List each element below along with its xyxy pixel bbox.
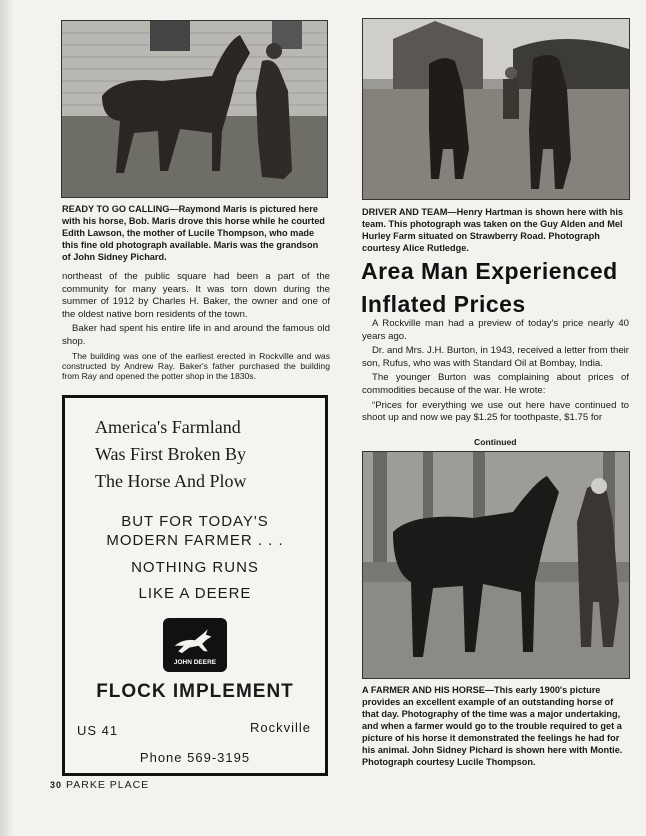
right-article-p2: Dr. and Mrs. J.H. Burton, in 1943, received a letter from their son, Rufus, who was with Standard Oil at Bombay, India. [362,345,629,369]
john-deere-advertisement [62,395,328,776]
caption-driver-and-team-text: —Henry Hartman is shown here with his team. This photograph was taken on the Guy Alden and Mel Hurley Farm situated on Strawberry Road. Photograph courtesy Alice Rutledge. [362,207,624,253]
photo-farmer-and-horse [362,451,630,679]
ad-line-1: America's Farmland [95,417,241,437]
ad-line-3: The Horse And Plow [95,471,247,491]
right-article-p3: The younger Burton was complaining about prices of commodities because of the war. He wrote: [362,372,629,396]
article-headline-line2: Inflated Prices [361,291,526,317]
john-deere-logo-text: JOHN DEERE [173,659,217,666]
continued-label: Continued [474,437,517,447]
photo-hartman-team [362,18,630,200]
ad-line-4: BUT FOR TODAY'S [121,513,269,530]
caption-farmer-and-horse [362,684,628,768]
left-article-p1: northeast of the public square had been a part of the community for many years. It was torn down during the summer of 1912 by Charles H. Baker, the owner and one of the oldest native born residents of the town. [62,271,330,320]
ad-city: Rockville [249,720,311,735]
ad-business-name: FLOCK IMPLEMENT [96,681,294,702]
ad-line-6: NOTHING RUNS [131,559,259,576]
john-deere-logo [163,618,227,672]
page-number: 30 [50,780,63,790]
photo-farmer-and-horse-image [363,452,629,678]
caption-farmer-and-horse-lead: A FARMER AND HIS HORSE [362,685,485,695]
left-article-p3: The building was one of the earliest erected in Rockville and was constructed by Andrew Ray. Baker's father purchased the building from Ray and opened the potter shop in the 1830s. [62,350,330,382]
caption-ready-to-go-lead: READY TO GO CALLING [62,204,170,214]
page-binding-edge [0,0,14,836]
left-article-p2: Baker had spent his entire life in and around the famous old shop. [62,323,330,347]
caption-driver-and-team [362,206,628,254]
right-article-p1: A Rockville man had a preview of today's price nearly 40 years ago. [362,318,629,342]
caption-driver-and-team-lead: DRIVER AND TEAM [362,207,448,217]
ad-highway: US 41 [77,723,119,738]
publication-name: PARKE PLACE [66,779,150,791]
article-headline [361,255,631,321]
ad-phone: Phone 569-3195 [139,750,251,765]
right-article-text [362,318,629,427]
article-headline-line1: Area Man Experienced [361,258,618,284]
photo-maris-horse-image [62,21,327,197]
page-footer [50,779,149,791]
left-article-text [62,271,330,384]
caption-ready-to-go [62,203,328,263]
photo-maris-horse [61,20,328,198]
caption-farmer-and-horse-text: —This early 1900's picture provides an excellent example of an outstanding horse of that day. Photography of the time was a major undertaking, and when a farmer would go to the trouble required to get a picture of his horse it demonstrated the feelings he had for his animal. John Sidney Pichard is shown here with Montie. Photograph courtesy Lucile Thompson. [362,685,623,767]
ad-line-7: LIKE A DEERE [138,585,252,602]
caption-ready-to-go-text: —Raymond Maris is pictured here with his horse, Bob. Maris drove this horse while he courted Edith Lawson, the mother of Lucile Thompson, who made this fine old photograph available. Maris was the grandson of John Sidney Pichard. [62,204,325,262]
right-article-p4: “Prices for everything we use out here have continued to shoot up and now we pay $1.25 for toothpaste, $1.75 for [362,399,629,424]
ad-line-2: Was First Broken By [95,444,247,464]
photo-hartman-team-image [363,19,629,199]
ad-line-5: MODERN FARMER . . . [106,532,284,549]
